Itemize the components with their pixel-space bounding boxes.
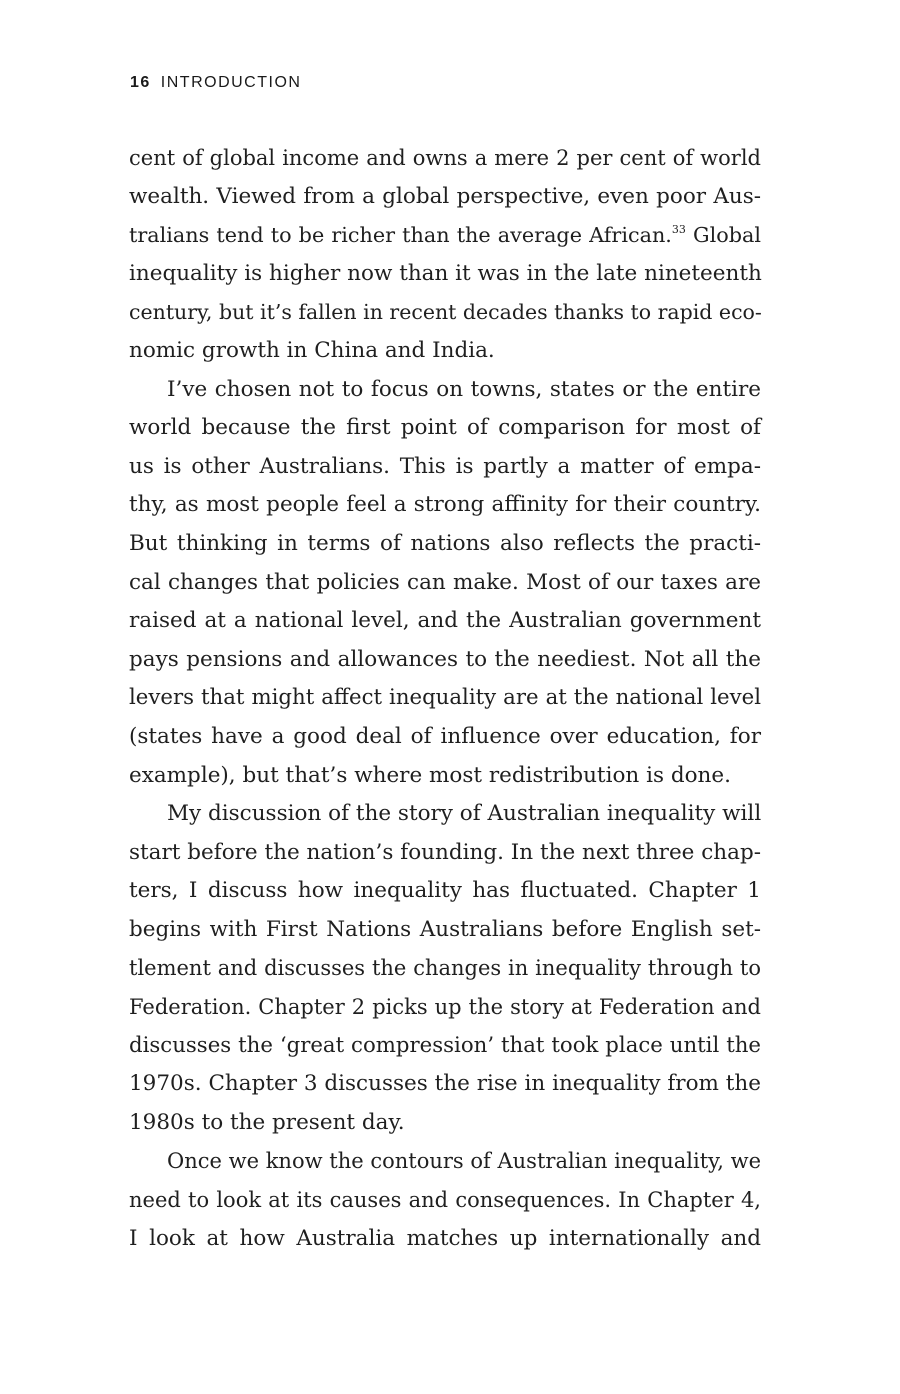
line-text: My discussion of the story of Australian inequality will	[167, 801, 762, 827]
line-text: discusses the ‘great compression’ that took place until the	[129, 1032, 761, 1058]
paragraph	[129, 371, 761, 796]
footnote-reference[interactable]: 33	[671, 223, 686, 237]
line-text-continued: Global	[685, 223, 761, 248]
text-line	[129, 949, 761, 988]
line-text: cent of global income and owns a mere 2 per cent of world	[129, 146, 761, 170]
text-line	[129, 525, 761, 564]
line-text: wealth. Viewed from a global perspective, even poor Aus-	[129, 183, 761, 209]
text-line	[129, 486, 761, 525]
paragraph	[129, 139, 761, 371]
section-title: INTRODUCTION	[160, 74, 302, 91]
text-line	[129, 834, 761, 873]
text-line	[129, 679, 761, 718]
line-text: Once we know the contours of Australian inequality, we	[167, 1149, 761, 1174]
body-text	[129, 139, 761, 1258]
paragraph	[129, 795, 761, 1142]
line-text: I’ve chosen not to focus on towns, states or the entire	[167, 376, 761, 402]
text-line	[129, 795, 761, 834]
line-text: But thinking in terms of nations also reflects the practi-	[129, 530, 761, 556]
text-line	[129, 1027, 761, 1066]
line-text: pays pensions and allowances to the neediest. Not all the	[129, 646, 761, 672]
text-line	[129, 371, 761, 410]
text-line	[129, 988, 761, 1027]
line-text: ters, I discuss how inequality has fluctuated. Chapter 1	[129, 878, 761, 904]
text-line	[129, 1065, 761, 1104]
running-head	[130, 74, 301, 92]
text-line	[129, 1142, 761, 1181]
text-line	[129, 293, 761, 332]
line-text: inequality is higher now than it was in the late nineteenth	[129, 260, 762, 286]
line-text: raised at a national level, and the Australian government	[129, 608, 761, 634]
line-text: tlement and discusses the changes in inequality through to	[129, 956, 761, 981]
line-text: thy, as most people feel a strong affinity for their country.	[129, 492, 761, 518]
text-line	[129, 178, 761, 217]
line-text: need to look at its causes and consequences. In Chapter 4,	[129, 1188, 761, 1213]
text-line	[129, 1181, 761, 1220]
text-line	[129, 1104, 761, 1143]
text-line	[129, 409, 761, 448]
text-line	[129, 641, 761, 680]
line-text: world because the first point of comparison for most of	[129, 415, 761, 441]
text-line	[129, 602, 761, 641]
line-text: levers that might affect inequality are at the national level	[129, 685, 761, 711]
line-text: begins with First Nations Australians before English set-	[129, 916, 761, 942]
text-line	[129, 911, 761, 950]
text-line	[129, 718, 761, 757]
line-text: nomic growth in China and India.	[129, 337, 495, 363]
text-line	[129, 332, 761, 371]
text-line	[129, 448, 761, 487]
line-text: us is other Australians. This is partly a matter of empa-	[129, 453, 761, 479]
line-text: I look at how Australia matches up internationally and	[129, 1225, 761, 1251]
line-text: (states have a good deal of influence over education, for	[129, 723, 761, 749]
line-text: century, but it’s fallen in recent decades thanks to rapid eco-	[129, 300, 762, 325]
text-line	[129, 564, 761, 603]
line-text: tralians tend to be richer than the average African.	[129, 223, 672, 248]
line-text: Federation. Chapter 2 picks up the story at Federation and	[129, 995, 761, 1020]
text-line	[129, 872, 761, 911]
page-number: 16	[130, 74, 151, 91]
line-text: start before the nation’s founding. In the next three chap-	[129, 839, 761, 865]
text-line	[129, 1220, 761, 1259]
text-line	[129, 757, 761, 796]
text-line	[129, 216, 761, 255]
paragraph	[129, 1142, 761, 1258]
line-text: 1970s. Chapter 3 discusses the rise in inequality from the	[129, 1071, 761, 1097]
text-line	[129, 255, 761, 294]
text-line	[129, 139, 761, 178]
line-text: example), but that’s where most redistribution is done.	[129, 762, 731, 788]
line-text: 1980s to the present day.	[129, 1109, 405, 1135]
line-text: cal changes that policies can make. Most of our taxes are	[129, 569, 761, 595]
